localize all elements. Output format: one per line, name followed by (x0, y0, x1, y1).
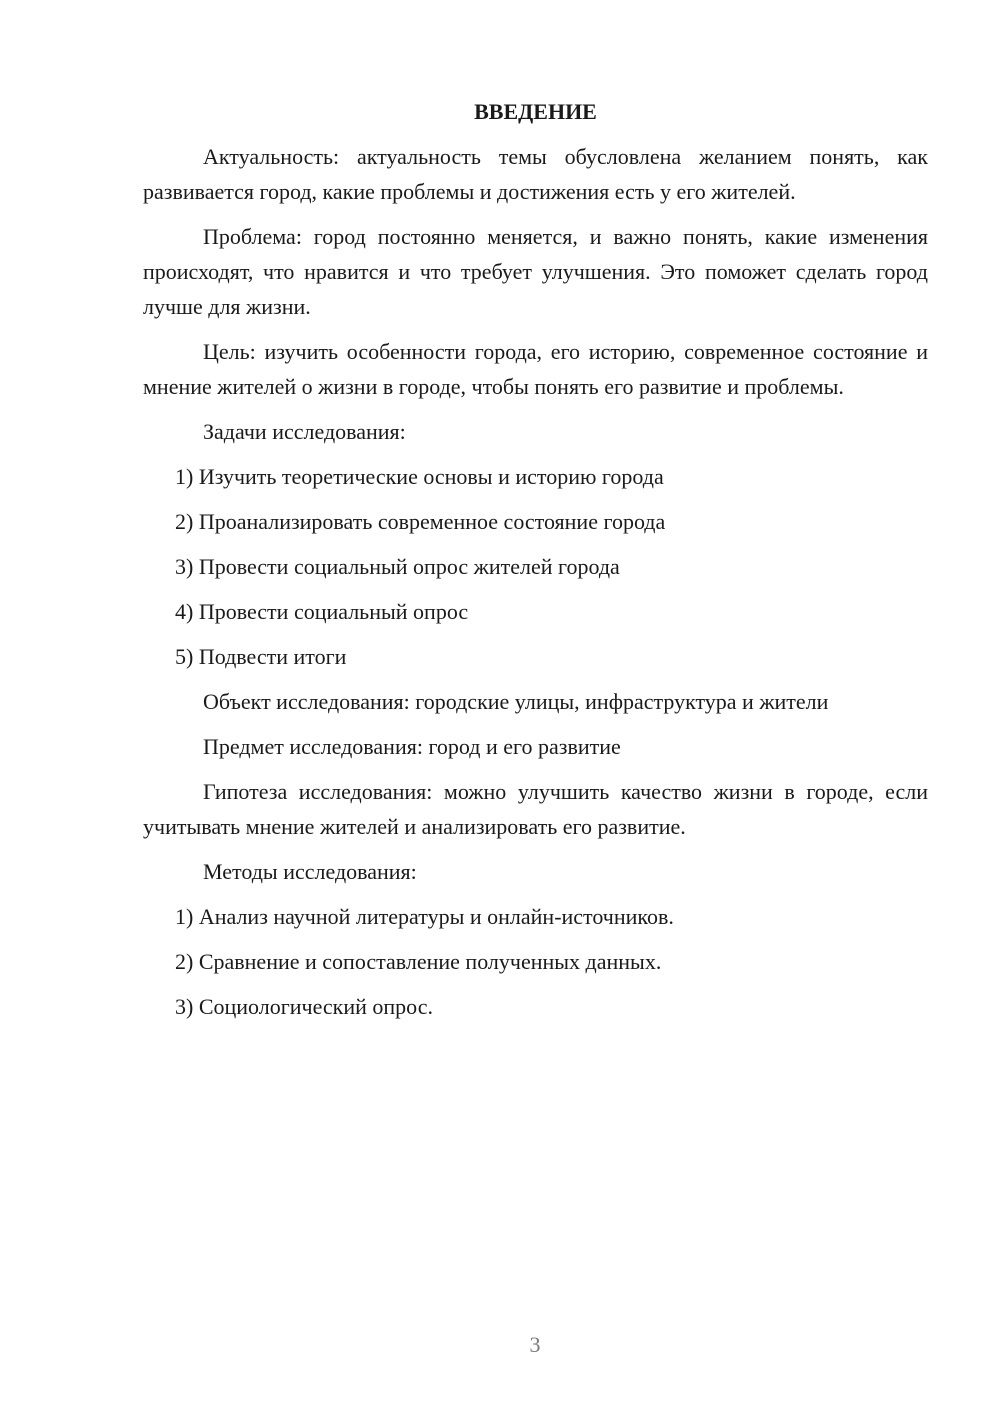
list-item: 1) Изучить теоретические основы и историю города (175, 464, 664, 489)
problem-paragraph: Проблема: город постоянно меняется, и важно понять, какие изменения происходят, что нравится и что требует улучшения. Это поможет сделать город лучше для жизни. (143, 224, 928, 319)
methods-list (143, 899, 928, 1024)
hypothesis-paragraph: Гипотеза исследования: можно улучшить качество жизни в городе, если учитывать мнение жителей и анализировать его развитие. (143, 779, 928, 839)
page-title: ВВЕДЕНИЕ (474, 99, 597, 124)
tasks-list (143, 459, 928, 674)
relevance-paragraph: Актуальность: актуальность темы обусловлена желанием понять, как развивается город, какие проблемы и достижения есть у его жителей. (143, 144, 928, 204)
list-item: 2) Сравнение и сопоставление полученных данных. (175, 949, 662, 974)
goal-paragraph: Цель: изучить особенности города, его историю, современное состояние и мнение жителей о жизни в городе, чтобы понять его развитие и проблемы. (143, 339, 928, 399)
page-number: 3 (529, 1332, 541, 1357)
object-paragraph: Объект исследования: городские улицы, инфраструктура и жители (203, 689, 829, 714)
document-page (143, 94, 928, 1034)
tasks-heading: Задачи исследования: (203, 419, 406, 444)
list-item: 1) Анализ научной литературы и онлайн-источников. (175, 904, 674, 929)
list-item: 5) Подвести итоги (175, 644, 347, 669)
list-item: 3) Социологический опрос. (175, 994, 433, 1019)
subject-paragraph: Предмет исследования: город и его развитие (203, 734, 621, 759)
list-item: 2) Проанализировать современное состояние города (175, 509, 666, 534)
list-item: 3) Провести социальный опрос жителей города (175, 554, 620, 579)
list-item: 4) Провести социальный опрос (175, 599, 469, 624)
methods-heading: Методы исследования: (203, 859, 417, 884)
